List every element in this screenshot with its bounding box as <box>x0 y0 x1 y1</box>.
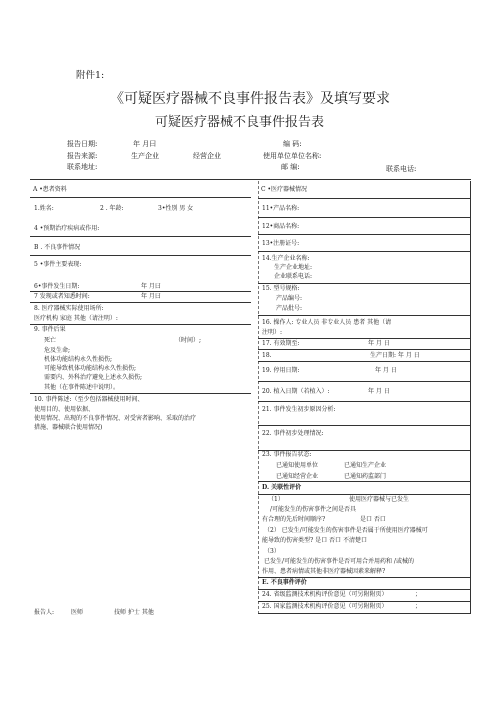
divider <box>258 401 470 402</box>
report-status-label: 23. 事件报告状态: <box>262 451 312 458</box>
relevance-q1-line2: /可能发生的伤害事件之间是否具 <box>270 506 357 513</box>
national-opinion-sep: ； <box>415 603 422 610</box>
divider <box>258 381 470 382</box>
implant-date-value: 年 月 日 <box>368 388 390 395</box>
divider <box>258 251 470 252</box>
status-notified-manufacturer: 已通知生产企业 <box>344 462 387 469</box>
contact-address-label: 联系地址: <box>67 163 98 171</box>
stop-date-value: 年 月 日 <box>375 367 397 374</box>
event-date-label: 6•事件发生日期: <box>34 283 80 290</box>
divider <box>258 338 470 339</box>
provincial-opinion-sep: ； <box>415 591 422 598</box>
model-spec-label: 15. 型号规格: <box>262 285 300 292</box>
section-e-heading: E. 不良事件评价 <box>262 579 307 586</box>
divider <box>258 425 470 426</box>
reporter-doctor: 医师 <box>71 609 84 616</box>
consequence-permanent: 机体功能结构永久性损伤; <box>44 356 113 363</box>
product-batch-label: 产品批号: <box>276 305 303 312</box>
divider <box>258 613 470 614</box>
attachment-label: 附件1: <box>76 70 105 81</box>
report-date-label: 报告日期: <box>67 140 98 148</box>
divider <box>30 302 251 303</box>
phone-label: 联系电话: <box>386 165 417 173</box>
event-statement-line2: 使用目的、使用依据、 <box>34 406 95 413</box>
operator-note: 注明）: <box>262 329 283 336</box>
relevance-q3-no: （3） <box>264 548 280 555</box>
production-date-no: 18. <box>262 352 272 359</box>
usage-place-label: 8. 医疗器械实际使用场所: <box>34 305 104 312</box>
cause-analysis-label: 21. 事件发生初步原因分析: <box>262 406 336 413</box>
header-rule <box>30 179 471 180</box>
divider <box>258 217 470 218</box>
product-name-label: 11•产品名称: <box>262 205 300 212</box>
divider <box>258 234 470 235</box>
status-notified-user: 已通知使用单位 <box>276 462 319 469</box>
provincial-opinion-label: 24. 省级监测技术机构评价意见（可另附附页） <box>262 591 388 598</box>
event-date-value: 年 月曰 <box>141 283 161 290</box>
manufacturer-name-label: 14.生产企业名称: <box>262 255 310 262</box>
registration-no-label: 13•注册证号: <box>262 240 300 247</box>
patient-name-label: 1.姓名: <box>34 205 54 212</box>
consequence-intervention: 需要内、外科治疗避免上述永久损伤; <box>44 374 143 381</box>
report-source-label: 报告来源: <box>67 152 98 160</box>
divider <box>30 291 251 292</box>
event-main-label: 5 •事件主要表现: <box>34 261 82 268</box>
patient-age-label: 2 . 年龄: <box>100 205 124 212</box>
section-a-heading: A •患者资料 <box>33 186 67 193</box>
divider <box>30 324 251 325</box>
product-number-label: 产品编号: <box>276 295 303 302</box>
divider <box>258 198 470 199</box>
relevance-q1-line3: 有合理的先后时间顺序? <box>262 516 326 523</box>
reporter-tech-nurse-other: 技师 护士 其他 <box>114 609 154 616</box>
expiry-date-label: 17. 有效期至: <box>262 340 300 347</box>
stop-date-label: 19. 停用日期: <box>262 367 300 374</box>
source-manufacturer: 生产企业 <box>131 152 159 160</box>
status-notified-distributor: 已通知经营企业 <box>276 473 319 480</box>
divider <box>258 361 470 362</box>
consequence-death-time: （时间）; <box>175 337 202 344</box>
relevance-q2-text: （2） 已发生/可能发生的伤害事件是否属于所使用医疗器械可 <box>264 527 428 534</box>
event-statement-line3: 使用情况、出现的不良事件情况、对受害者影响、采取的治疗 <box>34 415 197 422</box>
event-statement-line4: 措施、器械联合使用情况) <box>34 424 103 431</box>
discovery-time-value: 年 月曰 <box>141 293 161 300</box>
divider <box>258 589 470 590</box>
expiry-date-value: 年 月 日 <box>368 340 390 347</box>
section-d-heading: D. 关联性评价 <box>262 484 302 491</box>
relevance-q1-answer: 是口 否口 <box>360 516 386 523</box>
relevance-q1-no: （1） <box>268 496 284 503</box>
divider <box>258 349 470 350</box>
consequence-possible-permanent: 可能导致机体功能结构永久性损伤; <box>44 365 137 372</box>
usage-place-options: 医疗机构 家庭 其他（请注明）: <box>34 315 118 322</box>
manufacturer-address-label: 生产企业地址: <box>274 264 313 271</box>
divider <box>30 197 251 198</box>
national-opinion-label: 25. 国家监测技术机构评价意见（可另附附页） <box>262 603 388 610</box>
relevance-q2-answer: 能导致的伤害类型? 是口 否口 不清楚口 <box>262 537 367 544</box>
postcode-label: 邮 编: <box>281 163 300 171</box>
section-c-heading: C •医疗器械情况 <box>261 186 308 193</box>
manufacturer-phone-label: 企业联系电话: <box>274 273 313 280</box>
consequence-life-threat: 危及生命; <box>44 347 71 354</box>
divider <box>258 283 470 284</box>
relevance-q1-text: 使用医疗器械与已发生 <box>349 496 410 503</box>
divider <box>258 315 470 316</box>
relevance-q3-text: 已发生/可能发生的伤害事件是否可用合并用药和 /或械的 <box>264 558 414 565</box>
code-label: 编 码: <box>283 140 302 148</box>
event-statement-label: 10. 事件陈述:（至少包括器械使用时间、 <box>34 396 144 403</box>
divider <box>258 481 470 482</box>
reporter-label: 报告人: <box>34 609 55 616</box>
patient-gender-label: 3•性别 男 女 <box>158 205 194 212</box>
discovery-time-label: 7 发现或者知悉时间: <box>34 293 90 300</box>
divider <box>30 393 251 394</box>
divider <box>258 494 470 495</box>
column-divider <box>258 181 259 614</box>
source-distributor: 经营企业 <box>193 152 221 160</box>
implant-date-label: 20. 植入日期（若植入）: <box>262 388 330 395</box>
right-border <box>470 181 471 614</box>
event-consequence-label: 9. 事件后果 <box>34 326 66 333</box>
production-date-value: 生产日期: 年 月 日 <box>370 352 420 359</box>
consequence-death: 死亡 <box>44 337 57 344</box>
sub-title: 可疑医疗器械不良事件报告表 <box>155 115 325 130</box>
expected-treatment-label: 4 •预期治疗疾病或作用: <box>34 225 100 232</box>
relevance-q3-line2: 作用、患者病情或其他非医疗器械因素来解释? <box>262 568 386 575</box>
user-unit-label: 使用单位单位名称: <box>263 152 322 160</box>
operator-label: 16. 操作人: 专业人员 非专业人员 患者 其他（请 <box>262 319 392 326</box>
status-notified-regulator: 已通知药监部门 <box>344 473 387 480</box>
initial-handling-label: 22. 事件初步处理情况: <box>262 430 324 437</box>
divider <box>30 255 251 256</box>
main-title: 《可疑医疗器械不良事件报告表》及填写要求 <box>110 91 390 107</box>
consequence-other: 其他（在事件陈述中说明）。 <box>44 384 120 391</box>
divider <box>30 236 251 237</box>
divider <box>258 577 470 578</box>
section-b-heading: B . 不良事件情况 <box>34 244 81 251</box>
divider <box>258 601 470 602</box>
trade-name-label: 12•商品名称: <box>262 223 300 230</box>
report-date-value: 年 月曰 <box>133 140 157 148</box>
